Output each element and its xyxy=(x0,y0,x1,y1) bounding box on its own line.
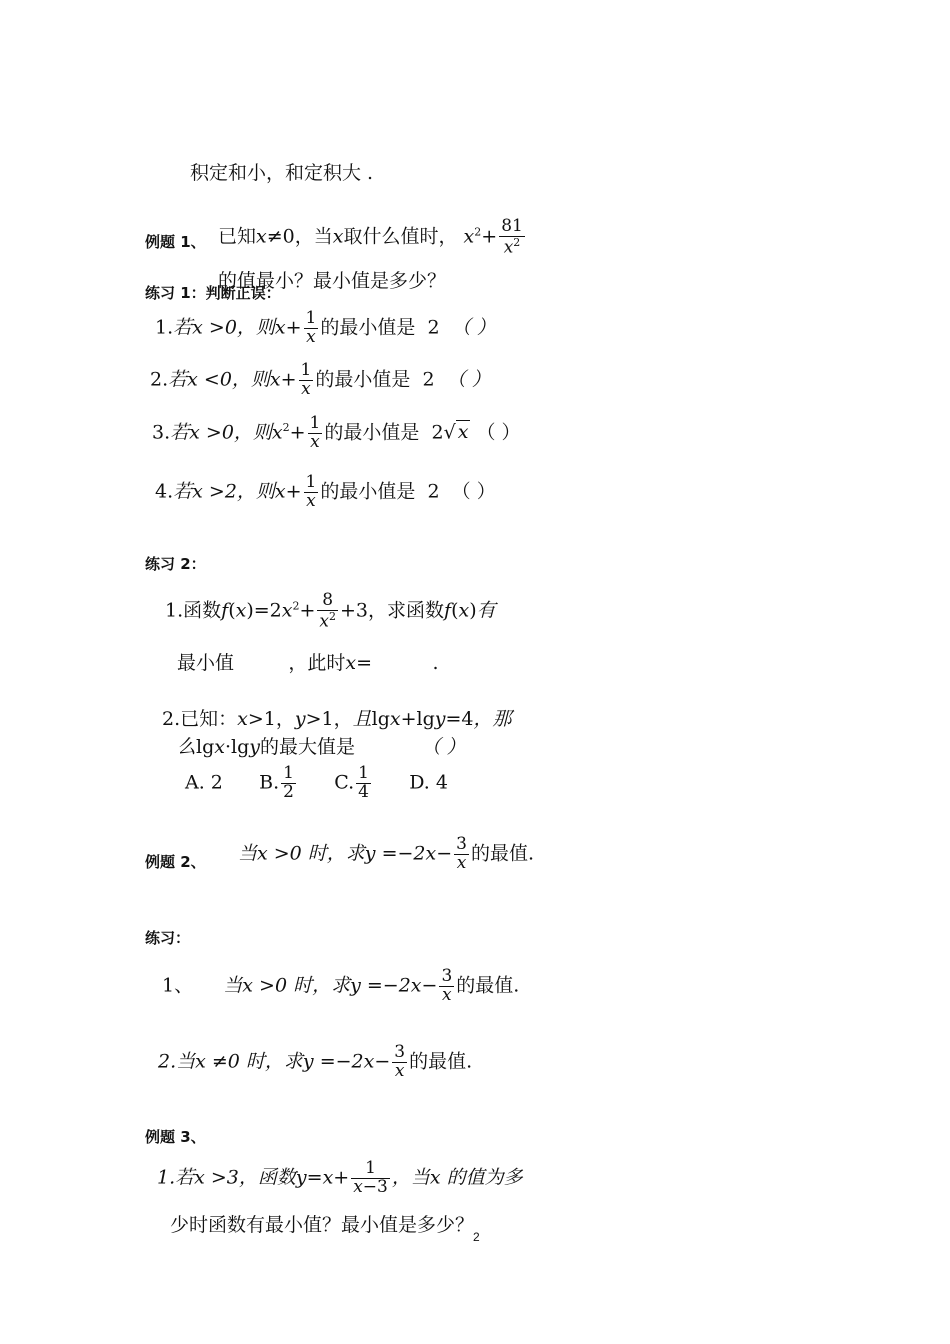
practice2-q1-line2: 最小值 ，此时x= . xyxy=(177,652,439,674)
practice2-q1: 1.函数$f(x)=2x^2+$ $\frac{8}{x^2}$ +3，求函数f(x)有 xyxy=(165,590,496,632)
example3-label: 例题 3、 xyxy=(145,1128,206,1146)
practice1-item-1: 1.若x >0，则x+ $\frac{1}{x}$ 的最小值是 2 （ ） xyxy=(155,308,496,347)
example1-line2: 的值最小？最小值是多少？ xyxy=(218,270,447,292)
page-number: 2 xyxy=(473,1230,480,1244)
example3-line2: 少时函数有最小值？最小值是多少？ xyxy=(170,1214,475,1236)
practice1-item-4: 4.若x >2，则x+ $\frac{1}{x}$ 的最小值是 2 （ ） xyxy=(155,472,496,511)
intro-line: 积定和小，和定积大 . xyxy=(190,162,374,184)
practice2-q2-line2: 么lgx·lgy的最大值是 （ ） xyxy=(177,736,466,758)
example1-label: 例题 1、 xyxy=(145,233,206,251)
example2-label: 例题 2、 xyxy=(145,853,206,871)
example2-question: 当x >0 时，求y =−2x− $\frac{3}{x}$ 的最值. xyxy=(238,834,535,873)
practice3-label: 练习： xyxy=(145,929,191,947)
practice3-item-1: 1、 当x >0 时，求y =−2x− $\frac{3}{x}$ 的最值. xyxy=(162,966,520,1005)
practice1-item-2: 2.若x <0，则x+ $\frac{1}{x}$ 的最小值是 2 （ ） xyxy=(150,360,491,399)
practice3-item-2: 2.当x ≠0 时，求y =−2x− $\frac{3}{x}$ 的最值. xyxy=(158,1042,473,1081)
practice2-label: 练习 2： xyxy=(145,555,206,573)
practice1-item-3: 3.若x >0，则$x^2+$ $\frac{1}{x}$ 的最小值是 2√ x （ ） xyxy=(152,413,521,452)
practice2-options: A. 2 B. $\frac{1}{2}$ C. $\frac{1}{4}$ D. 4 xyxy=(185,763,448,802)
example1-question: 已知x≠0，当x取什么值时， $x^2+$ $\frac{81}{x^2}$ xyxy=(218,216,523,258)
practice1-label: 练习 1：判断正误： xyxy=(145,284,281,302)
practice2-q2: 2.已知：x>1，y>1，且lgx+lgy=4，那 xyxy=(162,708,512,730)
example3-question: 1.若x >3，函数y=x+ $\frac{1}{x-3}$ ，当x 的值为多 xyxy=(157,1158,523,1197)
